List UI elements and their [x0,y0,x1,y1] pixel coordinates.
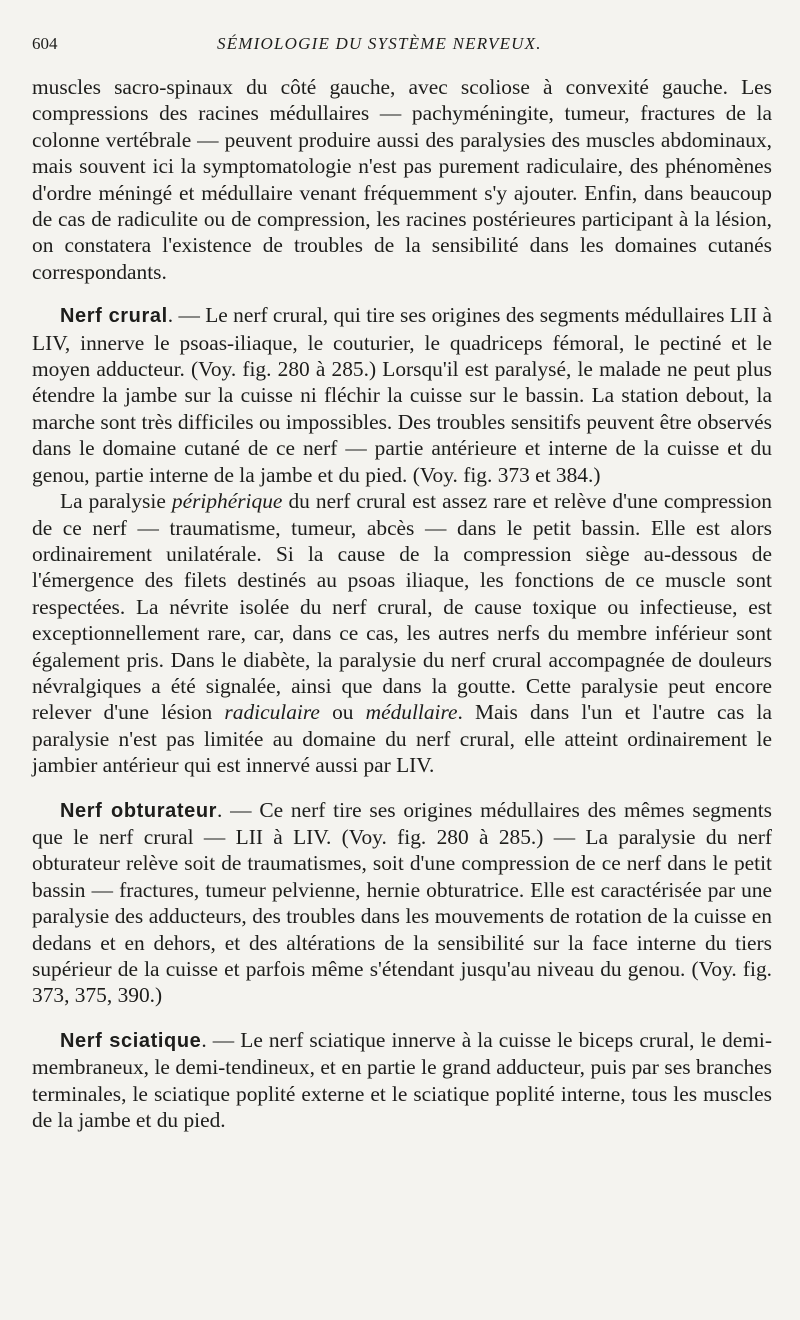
paragraph-text: . — Le nerf crural, qui tire ses origines des segments médullaires LII à LIV, innerve le psoas-iliaque, le couturier, le quadriceps fémoral, le pectiné et le moyen adducteur. (Voy. fig. 280 à 285.) Lorsqu'il est paralysé, le malade ne peut plus étendre la jambe sur la cuisse ni fléchir la cuisse sur le bassin. La station debout, la marche sont très difficiles ou impossibles. Des troubles sensitifs peuvent être observés dans le domaine cutané de ce nerf — partie antérieure et interne de la cuisse et du genou, partie interne de la jambe et du pied. (Voy. fig. 373 et 384.) [32,303,772,487]
paragraph-text: du nerf crural est assez rare et relève d'une compression de ce nerf — traumatisme, tumeur, abcès — dans le petit bassin. Elle est alors ordinairement unilatérale. Si la cause de la compression siège au-dessous de l'émergence des filets destinés au psoas iliaque, les fonctions de ce muscle sont respectées. La névrite isolée du nerf crural, de cause toxique ou infectieuse, est exceptionnellement rare, car, dans ce cas, les autres nerfs du membre inférieur sont également pris. Dans le diabète, la paralysie du nerf crural accompagnée de douleurs névralgiques a été signalée, ainsi que dans la goutte. Cette paralysie peut encore relever d'une lésion [32,489,773,725]
paragraph-paralysie-peripherique [32,488,772,778]
page-number: 604 [32,34,58,53]
emphasis-peripherique: périphérique [171,489,283,514]
emphasis-medullaire: médullaire [365,700,458,725]
paragraph-text: ou [319,700,366,725]
paragraph-nerf-crural [32,302,772,488]
section-heading-nerf-crural: Nerf crural [60,305,168,328]
paragraph-text: . — Ce nerf tire ses origines médullaires des mêmes segments que le nerf crural — LII à LIV. (Voy. fig. 280 à 285.) — La paralysie du nerf obturateur relève soit de traumatismes, soit d'une compression de ce nerf dans le petit bassin — fractures, tumeur pelvienne, hernie obturatrice. Elle est caractérisée par une paralysie des adducteurs, des troubles dans les mouvements de rotation de la cuisse en dedans et en dehors, et des altérations de la sensibilité sur la face interne du tiers supérieur de la cuisse et parfois même s'étendant jusqu'au niveau du genou. (Voy. fig. 373, 375, 390.) [32,797,772,1008]
section-heading-nerf-obturateur: Nerf obturateur [60,799,218,822]
running-title: SÉMIOLOGIE DU SYSTÈME NERVEUX. [217,34,542,53]
section-heading-nerf-sciatique: Nerf sciatique [60,1029,202,1052]
emphasis-radiculaire: radiculaire [224,700,320,725]
paragraph-nerf-obturateur [32,797,772,1009]
paragraph-text: La paralysie [60,489,172,514]
running-head [32,30,772,58]
paragraph-nerf-sciatique [32,1027,772,1134]
paragraph-text: muscles sacro-spinaux du côté gauche, avec scoliose à convexité gauche. Les compressions des racines médullaires — pachyméningite, tumeur, fractures de la colonne vertébrale — peuvent produire aussi des paralysies des muscles abdominaux, mais souvent ici la symptomatologie n'est pas purement radiculaire, des phénomènes d'ordre méningé et médullaire venant fréquemment s'y ajouter. Enfin, dans beaucoup de cas de radiculite ou de compression, les racines postérieures participant à la lésion, on constatera l'existence de troubles de la sensibilité dans les domaines cutanés correspondants. [32,75,772,284]
paragraph-text: . Mais dans l'un et l'autre cas la paralysie n'est pas limitée au domaine du nerf crural, elle atteint ordinairement le jambier antérieur qui est innervé aussi par LIV. [32,700,772,778]
paragraph-intro [32,74,772,285]
paragraph-text: . — Le nerf sciatique innerve à la cuisse le biceps crural, le demi-membraneux, le demi-tendineux, et en partie le grand adducteur, puis par ses branches terminales, le sciatique poplité externe et le sciatique poplité interne, tous les muscles de la jambe et du pied. [32,1027,772,1133]
